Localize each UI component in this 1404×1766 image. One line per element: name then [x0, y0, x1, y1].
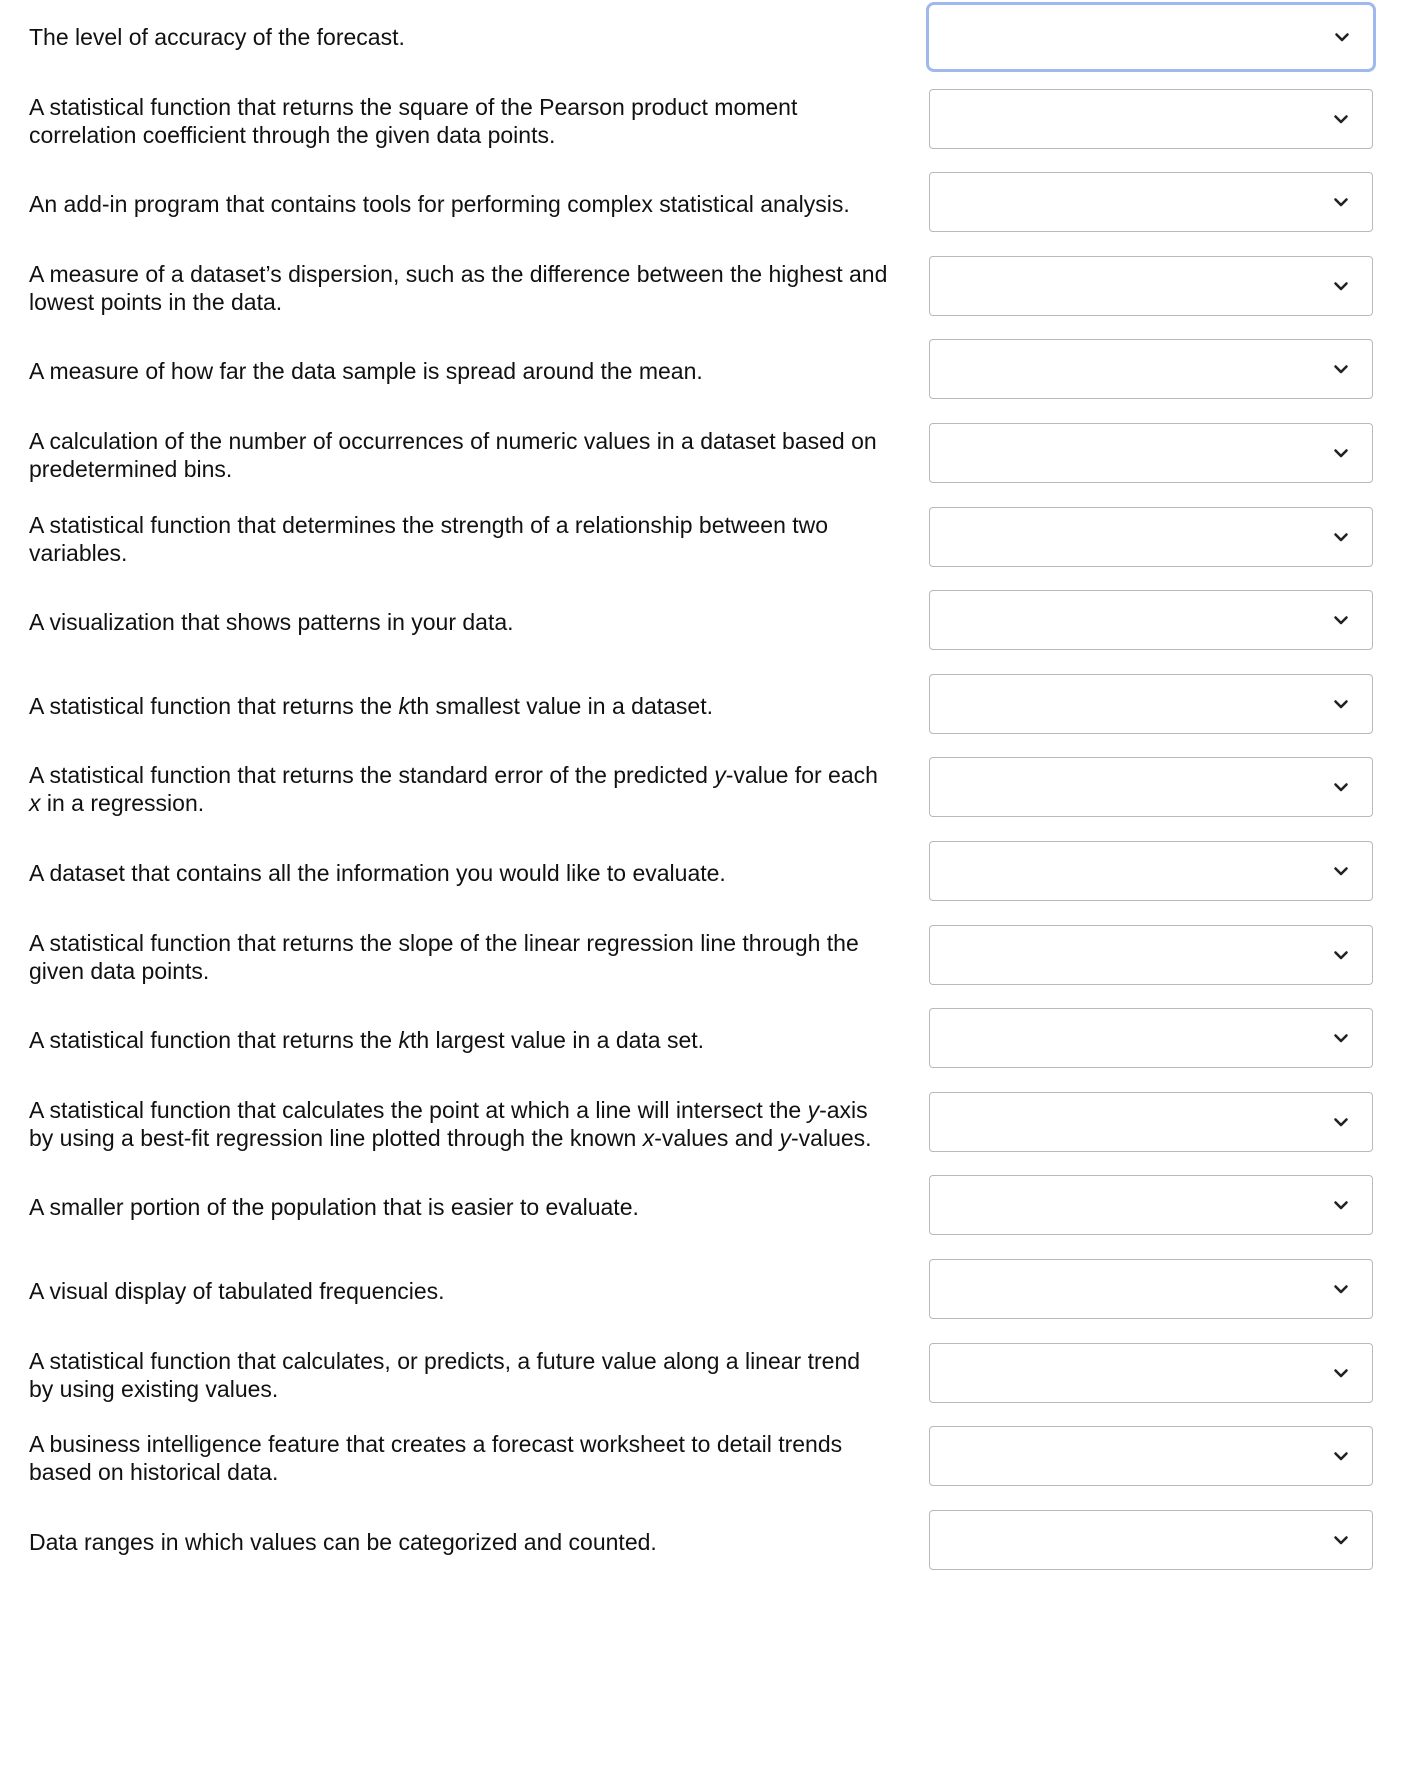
italic-variable: k [398, 693, 410, 719]
italic-variable: x [642, 1125, 655, 1151]
question-text-segment: A measure of a dataset’s dispersion, such as the difference between the highest and [29, 261, 888, 287]
question-text-segment: A statistical function that returns the square of the Pearson product moment [29, 94, 798, 120]
question-row-forecast-linear [0, 1343, 1404, 1407]
question-text [29, 1343, 929, 1407]
question-text-segment: -value for each [725, 762, 878, 788]
answer-dropdown-slope[interactable] [929, 925, 1373, 985]
answer-dropdown-intercept[interactable] [929, 1092, 1373, 1152]
question-text [29, 89, 929, 153]
question-row-rsq [0, 89, 1404, 153]
question-text-segment: A measure of how far the data sample is spread around the mean. [29, 358, 703, 384]
question-text-segment: by using a best-fit regression line plotted through the known [29, 1125, 643, 1151]
question-text-segment: -values. [791, 1125, 872, 1151]
chevron-down-icon [1332, 1029, 1350, 1047]
chevron-down-icon [1332, 277, 1350, 295]
question-text [29, 1175, 929, 1239]
chevron-down-icon [1333, 28, 1351, 46]
question-text [29, 757, 929, 821]
question-text-segment: A statistical function that calculates, or predicts, a future value along a linear trend [29, 1348, 861, 1374]
question-text-segment: -axis [819, 1097, 868, 1123]
answer-dropdown-analysis-toolpak[interactable] [929, 172, 1373, 232]
question-text-segment: Data ranges in which values can be categorized and counted. [29, 1529, 657, 1555]
chevron-down-icon [1332, 695, 1350, 713]
answer-dropdown-histogram[interactable] [929, 1259, 1373, 1319]
answer-dropdown-correl[interactable] [929, 507, 1373, 567]
answer-dropdown-bins[interactable] [929, 1510, 1373, 1570]
question-text [29, 1092, 929, 1156]
answer-dropdown-stdev[interactable] [929, 339, 1373, 399]
question-row-bins [0, 1510, 1404, 1574]
question-row-steyx [0, 757, 1404, 821]
question-text-segment: based on historical data. [29, 1459, 279, 1485]
chevron-down-icon [1332, 1280, 1350, 1298]
answer-dropdown-small[interactable] [929, 674, 1373, 734]
chevron-down-icon [1332, 528, 1350, 546]
question-text [29, 1259, 929, 1323]
question-text-segment: lowest points in the data. [29, 289, 283, 315]
question-row-histogram [0, 1259, 1404, 1323]
question-text-segment: by using existing values. [29, 1376, 279, 1402]
question-text-segment: variables. [29, 540, 128, 566]
answer-dropdown-large[interactable] [929, 1008, 1373, 1068]
question-text-segment: A smaller portion of the population that is easier to evaluate. [29, 1194, 639, 1220]
question-text [29, 1008, 929, 1072]
question-text [29, 5, 929, 69]
chevron-down-icon [1332, 193, 1350, 211]
italic-variable: k [398, 1027, 410, 1053]
chevron-down-icon [1332, 1196, 1350, 1214]
chevron-down-icon [1332, 360, 1350, 378]
question-text-segment: A statistical function that determines the strength of a relationship between two [29, 512, 829, 538]
question-text-segment: A statistical function that returns the [29, 693, 399, 719]
question-text-segment: predetermined bins. [29, 456, 233, 482]
chevron-down-icon [1332, 1531, 1350, 1549]
italic-variable: x [29, 790, 41, 816]
chevron-down-icon [1332, 1364, 1350, 1382]
question-text [29, 339, 929, 403]
question-text-segment: th largest value in a data set. [409, 1027, 705, 1053]
question-text-segment: -values and [654, 1125, 780, 1151]
chevron-down-icon [1332, 862, 1350, 880]
italic-variable: y [807, 1097, 820, 1123]
question-text-segment: in a regression. [40, 790, 205, 816]
question-text-segment: A business intelligence feature that creates a forecast worksheet to detail trends [29, 1431, 843, 1457]
answer-dropdown-population[interactable] [929, 841, 1373, 901]
answer-dropdown-chart[interactable] [929, 590, 1373, 650]
answer-dropdown-rsq[interactable] [929, 89, 1373, 149]
question-text [29, 925, 929, 989]
question-text-segment: th smallest value in a dataset. [409, 693, 713, 719]
chevron-down-icon [1332, 611, 1350, 629]
question-text-segment: An add-in program that contains tools for performing complex statistical analysis. [29, 191, 850, 217]
question-text-segment: A statistical function that returns the [29, 1027, 399, 1053]
question-row-chart [0, 590, 1404, 654]
answer-dropdown-forecast-sheet[interactable] [929, 1426, 1373, 1486]
question-text [29, 172, 929, 236]
question-row-slope [0, 925, 1404, 989]
question-row-correl [0, 507, 1404, 571]
italic-variable: y [779, 1125, 792, 1151]
chevron-down-icon [1332, 778, 1350, 796]
question-text [29, 1510, 929, 1574]
question-row-sample [0, 1175, 1404, 1239]
answer-dropdown-forecast-linear[interactable] [929, 1343, 1373, 1403]
question-text-segment: given data points. [29, 958, 210, 984]
question-row-intercept [0, 1092, 1404, 1156]
answer-dropdown-frequency[interactable] [929, 423, 1373, 483]
question-row-forecast-sheet [0, 1426, 1404, 1490]
answer-dropdown-range[interactable] [929, 256, 1373, 316]
question-text-segment: The level of accuracy of the forecast. [29, 24, 405, 50]
question-text-segment: correlation coefficient through the given data points. [29, 122, 556, 148]
question-text [29, 1426, 929, 1490]
italic-variable: y [714, 762, 726, 788]
question-text-segment: A statistical function that returns the standard error of the predicted [29, 762, 715, 788]
question-text [29, 507, 929, 571]
question-text [29, 841, 929, 905]
question-row-accuracy [0, 5, 1404, 69]
question-text [29, 590, 929, 654]
question-text-segment: A visualization that shows patterns in your data. [29, 609, 514, 635]
question-text [29, 674, 929, 738]
question-text-segment: A statistical function that calculates the point at which a line will intersect the [29, 1097, 808, 1123]
chevron-down-icon [1332, 1113, 1350, 1131]
question-text [29, 423, 929, 487]
chevron-down-icon [1332, 1447, 1350, 1465]
question-row-stdev [0, 339, 1404, 403]
answer-dropdown-accuracy[interactable] [926, 2, 1376, 72]
question-text-segment: A visual display of tabulated frequencies. [29, 1278, 445, 1304]
question-text-segment: A statistical function that returns the slope of the linear regression line through the [29, 930, 859, 956]
question-row-frequency [0, 423, 1404, 487]
chevron-down-icon [1332, 444, 1350, 462]
answer-dropdown-sample[interactable] [929, 1175, 1373, 1235]
chevron-down-icon [1332, 946, 1350, 964]
question-row-population [0, 841, 1404, 905]
question-text [29, 256, 929, 320]
question-row-range [0, 256, 1404, 320]
question-text-segment: A dataset that contains all the information you would like to evaluate. [29, 860, 726, 886]
question-row-analysis-toolpak [0, 172, 1404, 236]
question-row-large [0, 1008, 1404, 1072]
question-row-small [0, 674, 1404, 738]
answer-dropdown-steyx[interactable] [929, 757, 1373, 817]
question-text-segment: A calculation of the number of occurrences of numeric values in a dataset based on [29, 428, 877, 454]
chevron-down-icon [1332, 110, 1350, 128]
